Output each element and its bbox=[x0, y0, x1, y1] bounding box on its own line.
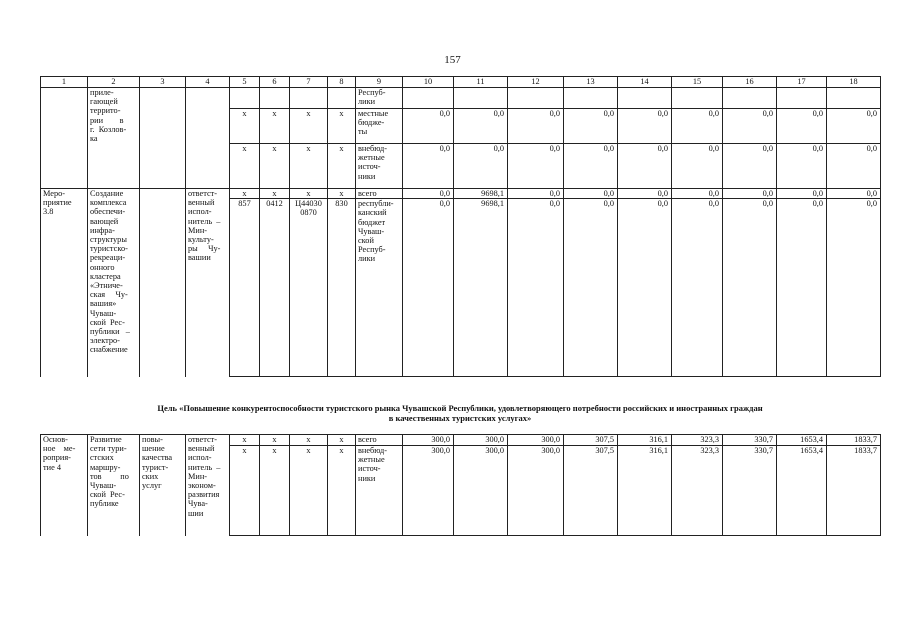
value-cell: 323,3 bbox=[672, 446, 723, 536]
value-cell: 330,7 bbox=[723, 435, 777, 446]
code-cell: Ц44030 0870 bbox=[290, 199, 328, 377]
value-cell: 0,0 bbox=[403, 189, 454, 199]
responsible-executor: ответст- венный испол- нитель – Мин- эконом- развития Чува- шии bbox=[186, 435, 230, 536]
value-cell: 0,0 bbox=[827, 189, 881, 199]
goal-heading: Цель «Повышение конкурентоспособности туристского рынка Чувашской Республики, удовлетворяющего потребности российских и иностранных граждан в качественных туристских услугах» bbox=[157, 403, 763, 423]
budget-table-bottom bbox=[40, 434, 881, 536]
cell-empty bbox=[260, 88, 290, 109]
value-cell: 300,0 bbox=[403, 446, 454, 536]
value-cell: 0,0 bbox=[777, 199, 827, 377]
value-cell: 0,0 bbox=[564, 189, 618, 199]
code-cell: x bbox=[290, 109, 328, 144]
value-cell: 0,0 bbox=[508, 189, 564, 199]
value-cell: 0,0 bbox=[827, 199, 881, 377]
value-cell: 0,0 bbox=[618, 199, 672, 377]
code-cell: x bbox=[230, 109, 260, 144]
value-cell: 0,0 bbox=[777, 109, 827, 144]
value-cell: 0,0 bbox=[564, 144, 618, 189]
table-row bbox=[41, 88, 881, 109]
cell-empty bbox=[618, 88, 672, 109]
value-cell: 0,0 bbox=[672, 189, 723, 199]
header-row bbox=[41, 77, 881, 88]
header-cell: 6 bbox=[260, 77, 290, 88]
cell-empty bbox=[186, 88, 230, 189]
cell-empty bbox=[290, 88, 328, 109]
cell-empty bbox=[672, 88, 723, 109]
value-cell: 0,0 bbox=[723, 109, 777, 144]
code-cell: x bbox=[328, 435, 356, 446]
value-cell: 0,0 bbox=[672, 144, 723, 189]
value-cell: 0,0 bbox=[723, 199, 777, 377]
code-cell: x bbox=[328, 109, 356, 144]
cell-empty bbox=[403, 88, 454, 109]
header-cell: 12 bbox=[508, 77, 564, 88]
value-cell: 0,0 bbox=[508, 109, 564, 144]
activity-description: Развитие сети тури- стских маршру- тов по Чуваш- ской Рес- публике bbox=[88, 435, 140, 536]
code-cell: x bbox=[290, 189, 328, 199]
value-cell: 0,0 bbox=[403, 109, 454, 144]
value-cell: 0,0 bbox=[508, 144, 564, 189]
budget-table-top bbox=[40, 76, 881, 377]
code-cell: x bbox=[290, 144, 328, 189]
code-cell: x bbox=[260, 435, 290, 446]
header-cell: 3 bbox=[140, 77, 186, 88]
code-cell: x bbox=[230, 446, 260, 536]
value-cell: 0,0 bbox=[777, 144, 827, 189]
table-row bbox=[41, 435, 881, 446]
value-cell: 0,0 bbox=[827, 109, 881, 144]
value-cell: 0,0 bbox=[723, 189, 777, 199]
value-cell: 9698,1 bbox=[454, 199, 508, 377]
value-cell: 0,0 bbox=[403, 199, 454, 377]
cell-empty bbox=[777, 88, 827, 109]
code-cell: x bbox=[260, 446, 290, 536]
value-cell: 0,0 bbox=[454, 109, 508, 144]
cell-empty bbox=[140, 189, 186, 377]
value-cell: 0,0 bbox=[672, 199, 723, 377]
value-cell: 300,0 bbox=[454, 435, 508, 446]
funding-source: всего bbox=[356, 435, 403, 446]
cell-empty bbox=[564, 88, 618, 109]
cell-empty bbox=[230, 88, 260, 109]
code-cell: x bbox=[328, 446, 356, 536]
cell-empty bbox=[454, 88, 508, 109]
value-cell: 0,0 bbox=[723, 144, 777, 189]
code-cell: x bbox=[328, 144, 356, 189]
value-cell: 0,0 bbox=[564, 199, 618, 377]
table-row bbox=[41, 189, 881, 199]
value-cell: 9698,1 bbox=[454, 189, 508, 199]
value-cell: 0,0 bbox=[777, 189, 827, 199]
header-cell: 14 bbox=[618, 77, 672, 88]
funding-source: внебюд- жетные источ- ники bbox=[356, 446, 403, 536]
code-cell: x bbox=[230, 144, 260, 189]
value-cell: 1833,7 bbox=[827, 446, 881, 536]
activity-description: Создание комплекса обеспечи- вающей инфра- структуры туристско- рекреаци- онного кластера «Этниче- ская Чу- вашия» Чуваш- ской Рес- публики – электро- снабжение bbox=[88, 189, 140, 377]
code-cell: 857 bbox=[230, 199, 260, 377]
value-cell: 0,0 bbox=[827, 144, 881, 189]
code-cell: 830 bbox=[328, 199, 356, 377]
funding-source: Респуб- лики bbox=[356, 88, 403, 109]
code-cell: x bbox=[260, 109, 290, 144]
value-cell: 1653,4 bbox=[777, 446, 827, 536]
territory-text: приле- гающей террито- рии в г. Козлов- ка bbox=[88, 88, 140, 189]
value-cell: 0,0 bbox=[508, 199, 564, 377]
header-cell: 7 bbox=[290, 77, 328, 88]
value-cell: 307,5 bbox=[564, 446, 618, 536]
header-cell: 11 bbox=[454, 77, 508, 88]
header-cell: 2 bbox=[88, 77, 140, 88]
header-cell: 8 bbox=[328, 77, 356, 88]
value-cell: 300,0 bbox=[454, 446, 508, 536]
activity-goal: повы- шение качества турист- ских услуг bbox=[140, 435, 186, 536]
header-cell: 5 bbox=[230, 77, 260, 88]
header-cell: 15 bbox=[672, 77, 723, 88]
funding-source: республи- канский бюджет Чуваш- ской Респуб- лики bbox=[356, 199, 403, 377]
cell-empty bbox=[328, 88, 356, 109]
value-cell: 0,0 bbox=[618, 189, 672, 199]
value-cell: 307,5 bbox=[564, 435, 618, 446]
value-cell: 0,0 bbox=[403, 144, 454, 189]
value-cell: 316,1 bbox=[618, 435, 672, 446]
value-cell: 300,0 bbox=[403, 435, 454, 446]
responsible-executor: ответст- венный испол- нитель – Мин- культу- ры Чу- вашии bbox=[186, 189, 230, 377]
header-cell: 1 bbox=[41, 77, 88, 88]
page-number: 157 bbox=[444, 54, 461, 66]
code-cell: x bbox=[230, 435, 260, 446]
cell-empty bbox=[827, 88, 881, 109]
value-cell: 0,0 bbox=[564, 109, 618, 144]
value-cell: 300,0 bbox=[508, 435, 564, 446]
value-cell: 316,1 bbox=[618, 446, 672, 536]
cell-empty bbox=[508, 88, 564, 109]
code-cell: x bbox=[260, 144, 290, 189]
header-cell: 4 bbox=[186, 77, 230, 88]
funding-source: всего bbox=[356, 189, 403, 199]
code-cell: x bbox=[230, 189, 260, 199]
value-cell: 330,7 bbox=[723, 446, 777, 536]
header-cell: 18 bbox=[827, 77, 881, 88]
value-cell: 0,0 bbox=[618, 109, 672, 144]
code-cell: x bbox=[328, 189, 356, 199]
value-cell: 1833,7 bbox=[827, 435, 881, 446]
code-cell: x bbox=[290, 446, 328, 536]
cell-empty bbox=[41, 88, 88, 189]
cell-empty bbox=[723, 88, 777, 109]
value-cell: 0,0 bbox=[672, 109, 723, 144]
code-cell: x bbox=[260, 189, 290, 199]
header-cell: 9 bbox=[356, 77, 403, 88]
value-cell: 1653,4 bbox=[777, 435, 827, 446]
code-cell: 0412 bbox=[260, 199, 290, 377]
value-cell: 300,0 bbox=[508, 446, 564, 536]
activity-code: Меро- приятие 3.8 bbox=[41, 189, 88, 377]
value-cell: 0,0 bbox=[618, 144, 672, 189]
value-cell: 323,3 bbox=[672, 435, 723, 446]
activity-code: Основ- ное ме- роприя- тие 4 bbox=[41, 435, 88, 536]
header-cell: 17 bbox=[777, 77, 827, 88]
funding-source: внебюд- жетные источ- ники bbox=[356, 144, 403, 189]
value-cell: 0,0 bbox=[454, 144, 508, 189]
code-cell: x bbox=[290, 435, 328, 446]
header-cell: 13 bbox=[564, 77, 618, 88]
cell-empty bbox=[140, 88, 186, 189]
funding-source: местные бюдже- ты bbox=[356, 109, 403, 144]
header-cell: 10 bbox=[403, 77, 454, 88]
header-cell: 16 bbox=[723, 77, 777, 88]
